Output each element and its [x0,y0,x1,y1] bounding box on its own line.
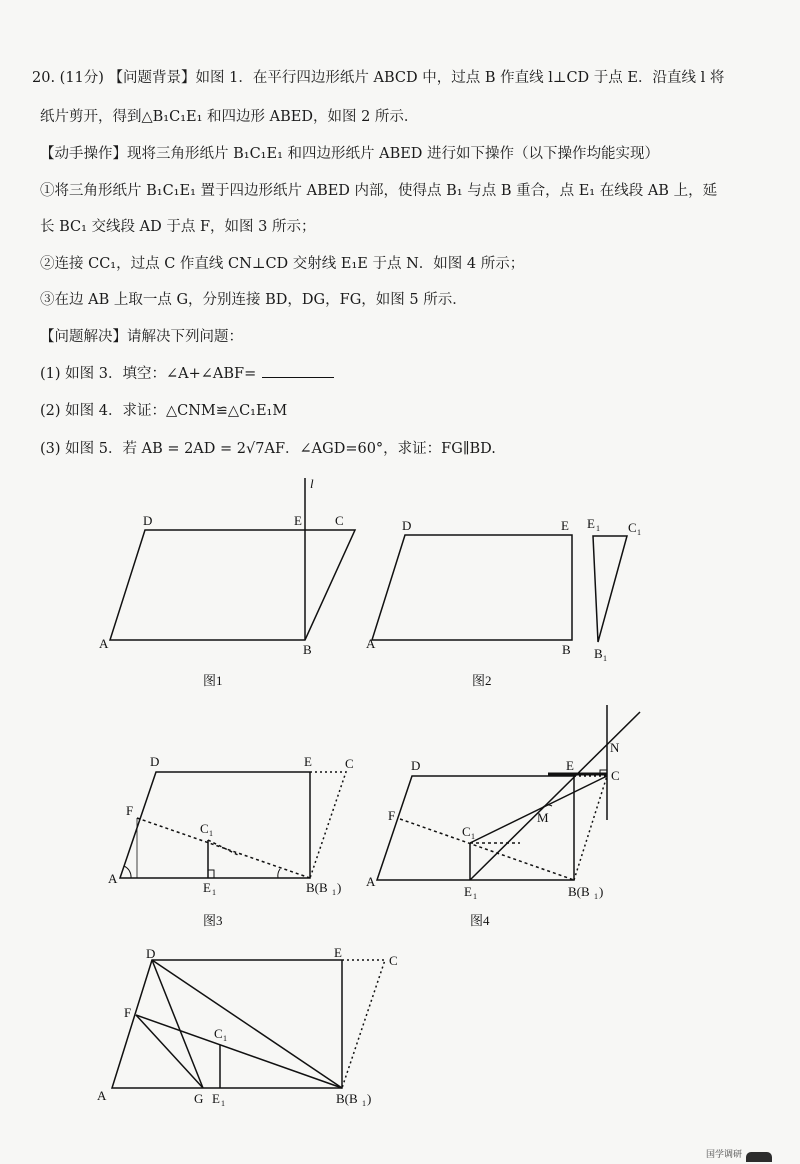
fig3-label-E1-sub: 1 [212,888,216,897]
fig4-label-B-sub: 1 [594,892,598,901]
fig3-label-B-sub: 1 [332,888,336,897]
problem-line-4: ①将三角形纸片 B₁C₁E₁ 置于四边形纸片 ABED 内部，使得点 B₁ 与点 B 重合，点 E₁ 在线段 AB 上，延 [40,183,718,199]
footer-logo: 国学调研 [705,1150,742,1160]
problem-line-1: 20. (11分) 【问题背景】如图 1．在平行四边形纸片 ABCD 中，过点 B 作直线 l⊥CD 于点 E．沿直线 l 将 [32,70,725,86]
fig1-caption: 图1 [203,673,223,688]
fig3-label-B: B(B [306,880,328,895]
problem-line-3: 【动手操作】现将三角形纸片 B₁C₁E₁ 和四边形纸片 ABED 进行如下操作（以下操作均能实现） [40,146,660,162]
figure-4 [377,705,640,880]
fig1-label-E: E [294,513,302,528]
fig3-angle-B [278,869,280,878]
fig4-label-M: M [537,810,549,825]
fig4-dashed-BF [400,819,574,880]
fig1-label-B: B [303,642,312,657]
problem-line-5: 长 BC₁ 交线段 AD 于点 F，如图 3 所示； [40,219,316,235]
figure-1 [110,478,355,640]
fig4-dotted-triangle [574,776,607,880]
fig4-label-C1: C [462,824,471,839]
fig3-label-C1: C [200,821,209,836]
fig5-label-D: D [146,946,156,961]
problem-line-2: 纸片剪开，得到△B₁C₁E₁ 和四边形 ABED，如图 2 所示． [40,109,419,125]
fig2-label-C1-sub: 1 [637,528,641,537]
fig3-label-E: E [304,754,312,769]
fig1-label-A: A [99,636,109,651]
fig4-label-E: E [566,758,574,773]
fig3-label-A: A [108,871,118,886]
fig1-parallelogram [110,530,355,640]
fig4-label-N: N [610,740,620,755]
fig2-label-E1-sub: 1 [596,524,600,533]
fig4-label-C: C [611,768,620,783]
fig2-label-B1-sub: 1 [603,654,607,663]
fig5-label-B-sub: 1 [362,1099,366,1108]
fig2-label-D: D [402,518,412,533]
figure-2 [372,535,627,642]
fig3-label-F: F [126,803,134,818]
fig5-label-C: C [389,953,398,968]
fig3-label-C: C [345,756,354,771]
fig4-quadrilateral [377,776,574,880]
fig4-label-F: F [388,808,396,823]
fig3-label-B-close: ) [337,880,342,895]
fig3-quadrilateral [120,772,310,878]
fig5-label-E1-sub: 1 [221,1099,225,1108]
fig5-label-C1: C [214,1026,223,1041]
fig3-label-C1-sub: 1 [209,829,213,838]
problem-line-8: 【问题解决】请解决下列问题： [40,329,243,345]
fig4-label-E1: E [464,884,472,899]
fig3-dashed-BF [137,818,310,878]
fig5-BF [136,1015,342,1088]
fig4-ray-E1E [470,712,640,880]
fig5-BD [152,960,342,1088]
fig3-label-D: D [150,754,160,769]
fig4-caption: 图4 [470,913,490,928]
fig5-label-A: A [97,1088,107,1103]
problem-line-7: ③在边 AB 上取一点 G，分别连接 BD，DG，FG，如图 5 所示． [40,292,467,308]
fig5-label-G: G [194,1091,204,1106]
fig2-label-A: A [366,636,376,651]
fig4-label-E1-sub: 1 [473,892,477,901]
fig5-label-E: E [334,945,342,960]
fig2-label-E1: E [587,516,595,531]
fig3-right-angle [208,870,214,878]
fig2-caption: 图2 [472,673,492,688]
figure-5 [112,960,385,1088]
fig5-label-F: F [124,1005,132,1020]
fig5-dotted-triangle [342,960,385,1088]
fig5-FG [136,1015,203,1088]
fig3-dotted-triangle [310,772,346,878]
question-3: (3) 如图 5．若 AB = 2AD = 2√7AF．∠AGD=60°，求证：FG∥BD. [40,441,496,457]
fig2-label-E: E [561,518,569,533]
fig3-angle-A [124,866,131,878]
fig2-triangle [593,536,627,642]
fig2-label-B1: B [594,646,603,661]
fig4-label-B-close: ) [599,884,604,899]
fig2-label-B: B [562,642,571,657]
fig4-label-A: A [366,874,376,889]
fig5-label-C1-sub: 1 [223,1034,227,1043]
fig2-quadrilateral [372,535,572,640]
fig5-label-B: B(B [336,1091,358,1106]
fig1-label-C: C [335,513,344,528]
fig3-label-E1: E [203,880,211,895]
fig5-quadrilateral [112,960,342,1088]
fig4-label-D: D [411,758,421,773]
fig1-label-D: D [143,513,153,528]
fig1-label-l: l [310,476,314,491]
fig5-label-B-close: ) [367,1091,372,1106]
question-1-text: (1) 如图 3．填空：∠A+∠ABF= [40,366,257,382]
question-2: (2) 如图 4．求证：△CNM≌△C₁E₁M [40,403,288,419]
figure-3 [120,772,346,878]
footer-badge-icon [746,1152,772,1162]
problem-line-6: ②连接 CC₁，过点 C 作直线 CN⊥CD 交射线 E₁E 于点 N．如图 4 所示； [40,256,525,272]
fig4-label-B: B(B [568,884,590,899]
fig2-label-C1: C [628,520,637,535]
fig5-label-E1: E [212,1091,220,1106]
fig4-label-C1-sub: 1 [471,832,475,841]
fig3-caption: 图3 [203,913,223,928]
